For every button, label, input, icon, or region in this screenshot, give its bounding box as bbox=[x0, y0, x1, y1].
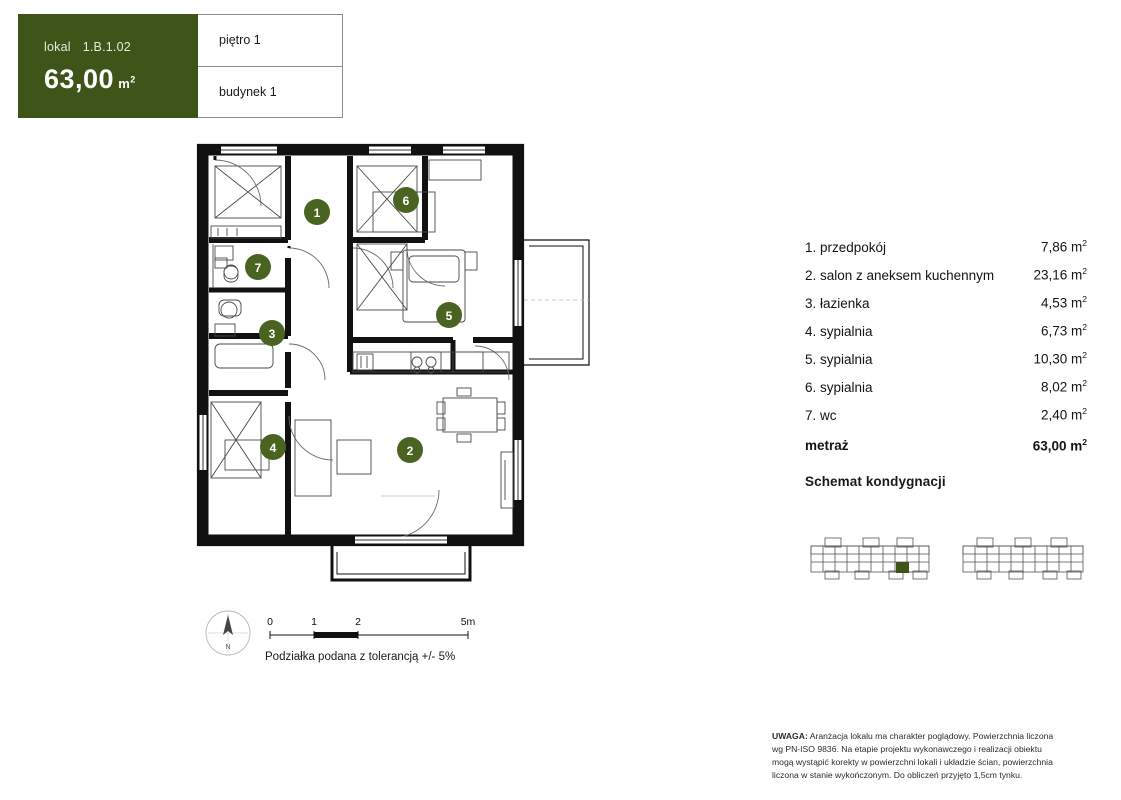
total-row bbox=[805, 437, 1087, 454]
unit-meta-box bbox=[198, 14, 343, 118]
room-row bbox=[805, 322, 1087, 339]
building-label: budynek 1 bbox=[219, 84, 277, 99]
total-area: 63,00 $m^2$ bbox=[1032, 436, 1087, 453]
disclaimer-note bbox=[772, 730, 1092, 782]
room-marker-6[interactable] bbox=[393, 187, 419, 213]
room-marker-4-label: 4 bbox=[269, 441, 277, 455]
room-row bbox=[805, 238, 1087, 255]
note-line-4: liczona w stanie wykończonym. Do obliczeń przyjęto 1,5cm tynku. bbox=[772, 769, 1023, 780]
scale-tick-0: 0 bbox=[267, 616, 273, 628]
svg-text:N: N bbox=[225, 644, 231, 651]
building-schematic bbox=[805, 532, 1090, 588]
unit-area bbox=[44, 64, 198, 95]
room-row bbox=[805, 294, 1087, 311]
room-row bbox=[805, 266, 1087, 283]
room-name: 4. sypialnia bbox=[805, 323, 873, 339]
room-area: 2,40 $m^2$ bbox=[1040, 406, 1087, 423]
scale-tick-1: 1 bbox=[311, 616, 317, 628]
room-area: 7,86 $m^2$ bbox=[1040, 238, 1087, 255]
header-block bbox=[18, 14, 343, 118]
room-name: 5. sypialnia bbox=[805, 351, 873, 367]
unit-area-unit: $m^2$ bbox=[118, 74, 136, 91]
schemat-highlight bbox=[896, 562, 909, 573]
room-name: 3. łazienka bbox=[805, 295, 870, 311]
scale-tick-3: 5m bbox=[460, 616, 476, 628]
note-line-1: Aranżacja lokalu ma charakter poglądowy. Powierzchnia liczona bbox=[807, 731, 1054, 741]
room-area: 8,02 $m^2$ bbox=[1040, 378, 1087, 395]
scale-tick-2: 2 bbox=[355, 616, 361, 628]
room-name: 1. przedpokój bbox=[805, 239, 887, 255]
note-line-2: wg PN-ISO 9836. Na etapie projektu wykonawczego i realizacji obiektu bbox=[772, 743, 1042, 754]
room-marker-3-label: 3 bbox=[268, 327, 276, 341]
room-area: 4,53 $m^2$ bbox=[1040, 294, 1087, 311]
building-row bbox=[198, 66, 342, 118]
total-label: metraż bbox=[805, 438, 849, 453]
room-marker-1-label: 1 bbox=[313, 206, 321, 220]
unit-summary-box bbox=[18, 14, 198, 118]
note-line-3: mogą wystąpić korekty w powierzchni lokali i układzie ścian, powierzchnia bbox=[772, 756, 1053, 767]
room-marker-1[interactable] bbox=[304, 199, 330, 225]
room-row bbox=[805, 378, 1087, 395]
floor-plan bbox=[185, 140, 605, 610]
room-marker-2[interactable] bbox=[397, 437, 423, 463]
room-marker-5[interactable] bbox=[436, 302, 462, 328]
room-list bbox=[805, 238, 1087, 465]
room-name: 7. wc bbox=[805, 407, 837, 423]
room-name: 6. sypialnia bbox=[805, 379, 873, 395]
room-markers bbox=[245, 187, 462, 463]
schemat-title: Schemat kondygnacji bbox=[805, 474, 946, 489]
scale-caption: Podziałka podana z tolerancją +/- 5% bbox=[265, 651, 456, 663]
floor-row bbox=[198, 15, 342, 66]
unit-prefix-label: lokal bbox=[44, 40, 71, 54]
room-name: 2. salon z aneksem kuchennym bbox=[805, 267, 995, 283]
room-row bbox=[805, 406, 1087, 423]
room-marker-3[interactable] bbox=[259, 320, 285, 346]
room-area: 6,73 $m^2$ bbox=[1040, 322, 1087, 339]
room-area: 10,30 $m^2$ bbox=[1033, 350, 1087, 367]
room-marker-7[interactable] bbox=[245, 254, 271, 280]
unit-area-value: 63,00 bbox=[44, 64, 115, 94]
floor-label: piętro 1 bbox=[219, 33, 261, 48]
unit-code-value: 1.B.1.02 bbox=[82, 40, 131, 54]
room-area: 23,16 $m^2$ bbox=[1033, 266, 1087, 283]
note-label: UWAGA: bbox=[772, 731, 808, 741]
room-marker-4[interactable] bbox=[260, 434, 286, 460]
room-row bbox=[805, 350, 1087, 367]
unit-code-line bbox=[44, 40, 198, 54]
room-marker-6-label: 6 bbox=[402, 194, 410, 208]
room-marker-5-label: 5 bbox=[445, 309, 453, 323]
room-marker-7-label: 7 bbox=[254, 261, 262, 275]
room-marker-2-label: 2 bbox=[406, 444, 414, 458]
compass-icon bbox=[206, 611, 250, 655]
scale-bar bbox=[196, 605, 686, 675]
